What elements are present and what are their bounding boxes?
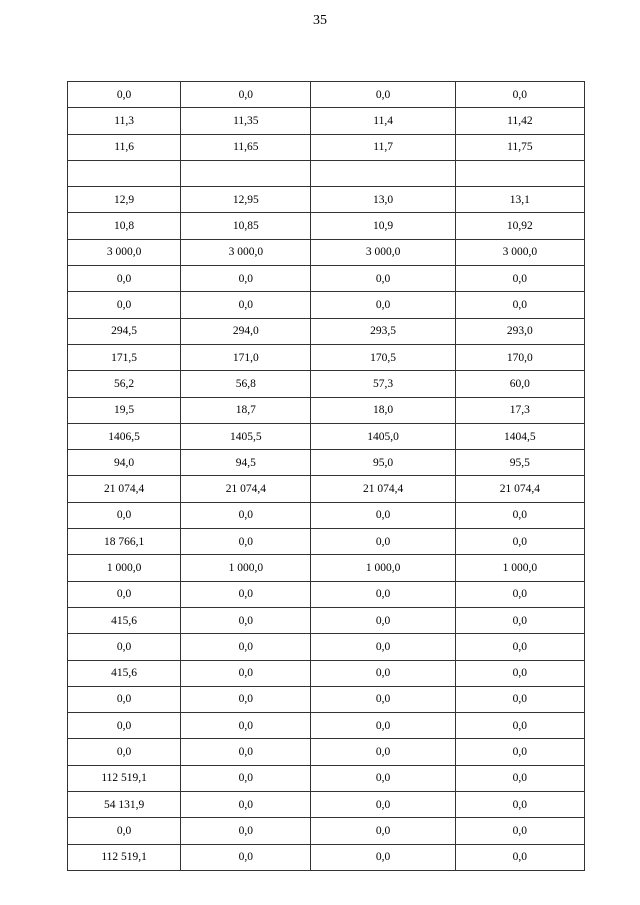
table-cell: 0,0 xyxy=(311,713,455,739)
table-cell: 57,3 xyxy=(311,371,455,397)
table-cell: 0,0 xyxy=(455,82,584,108)
table-row xyxy=(68,371,585,397)
table-cell: 11,65 xyxy=(181,134,311,160)
table-cell: 13,1 xyxy=(455,187,584,213)
table-cell: 0,0 xyxy=(181,266,311,292)
table-body xyxy=(68,82,585,871)
table-cell xyxy=(311,160,455,186)
table-row xyxy=(68,344,585,370)
table-row xyxy=(68,213,585,239)
table-cell: 0,0 xyxy=(68,634,181,660)
table-cell: 0,0 xyxy=(181,713,311,739)
table-row xyxy=(68,792,585,818)
table-cell: 170,5 xyxy=(311,344,455,370)
table-cell: 11,35 xyxy=(181,108,311,134)
table-cell: 0,0 xyxy=(311,581,455,607)
table-cell: 0,0 xyxy=(181,660,311,686)
table-row xyxy=(68,660,585,686)
table-cell: 94,5 xyxy=(181,450,311,476)
table-cell: 18 766,1 xyxy=(68,529,181,555)
table-cell: 0,0 xyxy=(311,765,455,791)
table-cell: 0,0 xyxy=(181,82,311,108)
table-cell: 10,85 xyxy=(181,213,311,239)
table-cell: 0,0 xyxy=(455,818,584,844)
table-cell: 0,0 xyxy=(455,607,584,633)
table-cell: 0,0 xyxy=(455,581,584,607)
table-cell: 0,0 xyxy=(311,739,455,765)
table-cell: 0,0 xyxy=(68,713,181,739)
table-cell: 0,0 xyxy=(181,818,311,844)
table-cell: 60,0 xyxy=(455,371,584,397)
table-cell: 112 519,1 xyxy=(68,765,181,791)
table-cell xyxy=(181,160,311,186)
table-cell: 0,0 xyxy=(455,292,584,318)
table-cell: 0,0 xyxy=(455,686,584,712)
table-row xyxy=(68,266,585,292)
table-row xyxy=(68,450,585,476)
table-cell: 171,5 xyxy=(68,344,181,370)
table-cell: 0,0 xyxy=(311,844,455,870)
table-cell: 0,0 xyxy=(311,529,455,555)
table-cell: 13,0 xyxy=(311,187,455,213)
table-cell: 0,0 xyxy=(181,581,311,607)
table-cell: 1404,5 xyxy=(455,423,584,449)
table-row xyxy=(68,634,585,660)
table-row xyxy=(68,292,585,318)
table-row xyxy=(68,239,585,265)
table-cell: 10,8 xyxy=(68,213,181,239)
table-cell: 415,6 xyxy=(68,660,181,686)
table-cell: 3 000,0 xyxy=(311,239,455,265)
table-cell: 0,0 xyxy=(68,581,181,607)
table-cell: 17,3 xyxy=(455,397,584,423)
table-cell: 11,75 xyxy=(455,134,584,160)
table-row xyxy=(68,134,585,160)
table-cell: 0,0 xyxy=(455,502,584,528)
table-cell: 0,0 xyxy=(68,739,181,765)
table-cell: 0,0 xyxy=(455,739,584,765)
table-cell: 0,0 xyxy=(181,502,311,528)
table-cell: 0,0 xyxy=(311,82,455,108)
table-cell: 18,0 xyxy=(311,397,455,423)
table-cell: 94,0 xyxy=(68,450,181,476)
table-cell: 0,0 xyxy=(455,529,584,555)
table-cell: 171,0 xyxy=(181,344,311,370)
table-cell: 18,7 xyxy=(181,397,311,423)
table-cell: 0,0 xyxy=(181,292,311,318)
table-cell: 1405,5 xyxy=(181,423,311,449)
table-cell: 21 074,4 xyxy=(68,476,181,502)
table-cell xyxy=(455,160,584,186)
table-cell: 0,0 xyxy=(181,634,311,660)
table-cell: 0,0 xyxy=(181,844,311,870)
table-row xyxy=(68,686,585,712)
table-cell: 12,95 xyxy=(181,187,311,213)
table-cell: 11,6 xyxy=(68,134,181,160)
table-cell: 21 074,4 xyxy=(311,476,455,502)
table-cell: 0,0 xyxy=(68,292,181,318)
table-row xyxy=(68,739,585,765)
table-cell: 0,0 xyxy=(181,739,311,765)
table-cell: 10,92 xyxy=(455,213,584,239)
table-row xyxy=(68,160,585,186)
table-cell: 11,42 xyxy=(455,108,584,134)
table-row xyxy=(68,765,585,791)
table-cell: 1 000,0 xyxy=(455,555,584,581)
table-row xyxy=(68,318,585,344)
table-cell: 0,0 xyxy=(455,713,584,739)
table-cell: 112 519,1 xyxy=(68,844,181,870)
table-cell: 0,0 xyxy=(68,266,181,292)
table-row xyxy=(68,529,585,555)
table-row xyxy=(68,502,585,528)
table-cell: 293,0 xyxy=(455,318,584,344)
table-row xyxy=(68,108,585,134)
table-cell: 0,0 xyxy=(455,266,584,292)
table-cell: 0,0 xyxy=(455,634,584,660)
table-cell: 12,9 xyxy=(68,187,181,213)
table-cell: 95,0 xyxy=(311,450,455,476)
table-cell: 170,0 xyxy=(455,344,584,370)
table-cell: 1405,0 xyxy=(311,423,455,449)
table-cell: 0,0 xyxy=(455,765,584,791)
table-cell: 0,0 xyxy=(311,660,455,686)
table-cell: 11,7 xyxy=(311,134,455,160)
table-cell: 0,0 xyxy=(181,529,311,555)
table-cell: 0,0 xyxy=(68,82,181,108)
table-cell: 0,0 xyxy=(181,792,311,818)
table-cell: 0,0 xyxy=(455,792,584,818)
table-cell: 0,0 xyxy=(311,634,455,660)
table-row xyxy=(68,476,585,502)
table-row xyxy=(68,423,585,449)
table-cell: 0,0 xyxy=(311,818,455,844)
table-cell xyxy=(68,160,181,186)
table-cell: 95,5 xyxy=(455,450,584,476)
table-row xyxy=(68,581,585,607)
table-cell: 0,0 xyxy=(455,660,584,686)
table-cell: 3 000,0 xyxy=(68,239,181,265)
table-cell: 1 000,0 xyxy=(181,555,311,581)
table-cell: 21 074,4 xyxy=(455,476,584,502)
table-row xyxy=(68,397,585,423)
table-row xyxy=(68,82,585,108)
table-cell: 415,6 xyxy=(68,607,181,633)
table-cell: 0,0 xyxy=(68,502,181,528)
table-cell: 293,5 xyxy=(311,318,455,344)
table-cell: 0,0 xyxy=(181,686,311,712)
table-row xyxy=(68,555,585,581)
table-cell: 21 074,4 xyxy=(181,476,311,502)
table-cell: 19,5 xyxy=(68,397,181,423)
table-cell: 1 000,0 xyxy=(311,555,455,581)
table-row xyxy=(68,187,585,213)
table-cell: 1406,5 xyxy=(68,423,181,449)
page-number: 35 xyxy=(313,13,327,28)
table-cell: 1 000,0 xyxy=(68,555,181,581)
table-cell: 54 131,9 xyxy=(68,792,181,818)
table-row xyxy=(68,844,585,870)
table-cell: 0,0 xyxy=(68,686,181,712)
table-cell: 10,9 xyxy=(311,213,455,239)
table-cell: 3 000,0 xyxy=(455,239,584,265)
table-cell: 11,3 xyxy=(68,108,181,134)
table-cell: 3 000,0 xyxy=(181,239,311,265)
table-cell: 0,0 xyxy=(311,502,455,528)
table-row xyxy=(68,607,585,633)
table-row xyxy=(68,713,585,739)
data-table xyxy=(67,81,585,871)
table-cell: 11,4 xyxy=(311,108,455,134)
table-cell: 0,0 xyxy=(311,607,455,633)
table-cell: 0,0 xyxy=(455,844,584,870)
table-cell: 0,0 xyxy=(181,765,311,791)
table-cell: 0,0 xyxy=(311,266,455,292)
table-cell: 0,0 xyxy=(311,292,455,318)
table-cell: 56,2 xyxy=(68,371,181,397)
table-cell: 0,0 xyxy=(181,607,311,633)
table-cell: 0,0 xyxy=(311,686,455,712)
table-cell: 294,5 xyxy=(68,318,181,344)
table-cell: 0,0 xyxy=(311,792,455,818)
table-row xyxy=(68,818,585,844)
table-cell: 0,0 xyxy=(68,818,181,844)
table-cell: 294,0 xyxy=(181,318,311,344)
table-cell: 56,8 xyxy=(181,371,311,397)
